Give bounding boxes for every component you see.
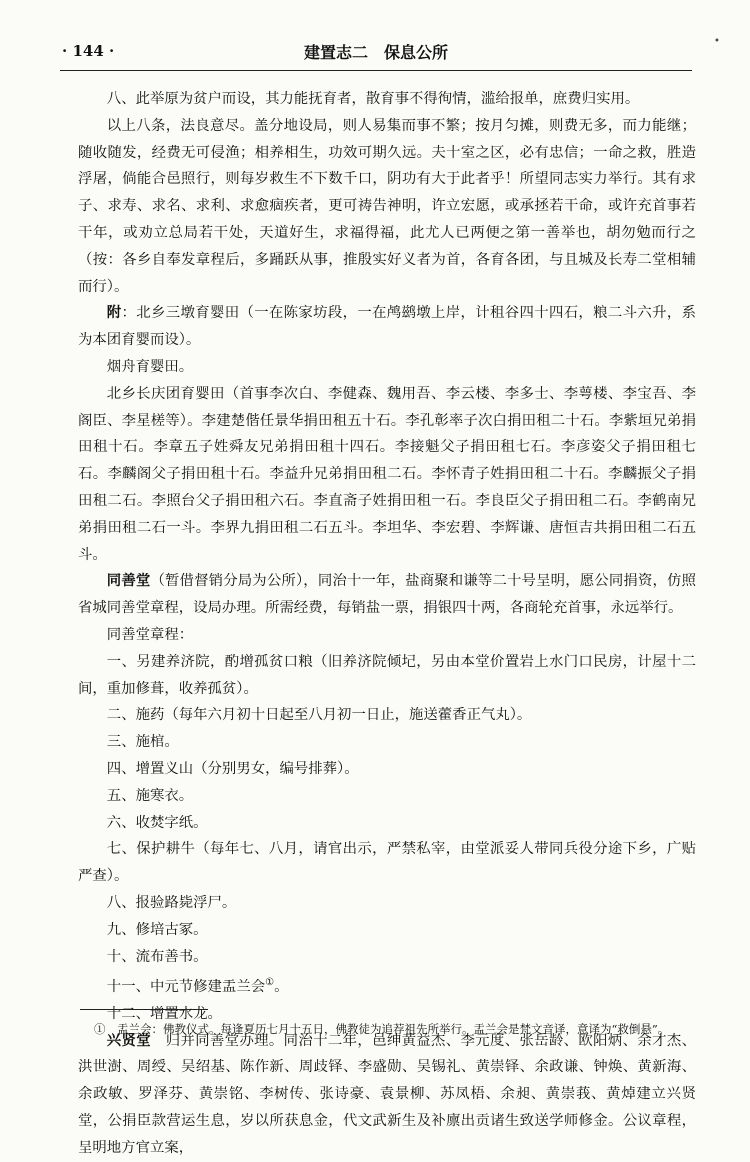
corner-mark: •	[714, 36, 720, 47]
paragraph: 北乡长庆团育婴田（首事李次白、李健森、魏用吾、李云楼、李多士、李萼楼、李宝吾、李阁臣、李星槎等）。李建楚偕任景华捐田租五十石。李孔彰率子次白捐田租二十石。李紫垣兄弟捐田租十石。李章五子姓舜友兄弟捐田租十四石。李接魁父子捐田租七石。李彦姿父子捐田租七石。李麟阁父子捐田租十石。李益升兄弟捐田租二石。李怀青子姓捐田租二十石。李麟振父子捐田租二石。李照台父子捐田租六石。李直斋子姓捐田租一石。李良臣父子捐田租二石。李鹤南兄弟捐田租二石一斗。李界九捐田租二石五斗。李坦华、李宏碧、李辉谦、唐恒吉共捐田租二石五斗。	[78, 385, 696, 563]
paragraph	[78, 1028, 696, 1162]
running-title: 建置志二 保息公所	[303, 43, 448, 62]
paragraph-text: （暂借督销分局为公所），同治十一年，盐商聚和谦等二十号呈明，愿公同捐资，仿照省城同善堂章程，设局办理。所需经费，每销盐一票，捐银四十两，各商轮充首事，永远举行。	[78, 573, 696, 617]
paragraph: 四、增置义山（分别男女，编号排葬）。	[106, 760, 359, 777]
paragraph: 以上八条，法良意尽。盖分地设局，则人易集而事不繁；按月匀摊，则费无多，而力能继；随收随发，经费无可侵渔；相养相生，功效可期久远。夫十室之区，必有忠信；一命之救，胜造浮屠，倘能合邑照行，则每岁救生不下数千口，阴功有大于此者乎！所望同志实力举行。其有求子、求寿、求名、求利、求愈痼疾者，更可祷告神明，许立宏愿，或承拯若干命，或许充首事若干年，或劝立总局若干处，天道好生，求福得福，此尤人已两便之第一善举也，胡勿勉而行之（按：各乡自奉发章程后，多踊跃从事，推殷实好义者为首，各育各团，与且城及长寿二堂相辅而行）。	[78, 117, 696, 295]
inline-heading: 附	[106, 304, 122, 322]
paragraph-end: 。	[274, 979, 289, 996]
body-text	[78, 86, 696, 1162]
paragraph: 八、报验路毙浮尸。	[106, 894, 237, 911]
paragraph: 三、施棺。	[106, 734, 179, 751]
paragraph: 十二、增置水龙。	[106, 1005, 222, 1022]
paragraph: 十、流布善书。	[106, 948, 208, 965]
paragraph-text: 归并同善堂办理。同治十二年，邑绅黄益杰、李元度、张岳龄、欧阳炳、余才杰、洪世澍、周绶、吴绍基、陈作新、周歧铎、李盛勋、吴锡礼、黄崇铎、余政谦、钟焕、黄新海、余政敏、罗泽芬、黄崇铭、李树传、张诗豪、袁景柳、苏凤梧、余昶、黄崇莪、黄焯建立兴贤堂，公捐臣款营运生息，岁以所获息金，代文武新生及补廪出贡诸生致送学师修金。公议章程，呈明地方官立案，	[78, 1032, 696, 1156]
paragraph: 六、收焚字纸。	[106, 814, 208, 831]
paragraph-text: ：北乡三墩育婴田（一在陈家坊段，一在鸬鹚墩上岸，计租谷四十四石，粮二斗六升，系为本团育婴而设）。	[78, 305, 696, 349]
footnote	[94, 1020, 694, 1038]
paragraph: 同善堂章程：	[106, 626, 194, 643]
paragraph	[78, 300, 696, 354]
paragraph: 七、保护耕牛（每年七、八月，请官出示，严禁私宰，由堂派妥人带同兵役分途下乡，广贴严查）。	[78, 841, 696, 885]
paragraph	[78, 568, 696, 622]
header-rule	[60, 70, 692, 71]
paragraph: 八、此举原为贫户而设，其力能抚育者，散育事不得徇情，滥给报单，庶费归实用。	[106, 91, 640, 107]
inline-heading: 兴贤堂	[106, 1031, 152, 1049]
footnote-marker: ①	[94, 1022, 106, 1036]
paragraph: 五、施寒衣。	[106, 787, 194, 804]
footnote-text: 盂兰会：佛教仪式。每逢夏历七月十五日，佛教徒为追荐祖先所举行。盂兰会是梵文音译，意译为“救倒悬”。	[105, 1022, 670, 1036]
paragraph	[78, 970, 696, 1001]
page-number: · 144 ·	[62, 42, 115, 60]
paragraph: 一、另建养济院，酌增孤贫口粮（旧养济院倾圮，另由本堂价置岩上水门口民房，计屋十二间，重加修葺，收养孤贫）。	[78, 653, 696, 697]
inline-heading: 同善堂	[106, 572, 151, 590]
footnote-rule	[80, 1009, 208, 1010]
paragraph: 烟舟育婴田。	[106, 358, 194, 375]
paragraph-text: 十一、中元节修建盂兰会	[106, 979, 266, 996]
footnote-ref[interactable]: ①	[265, 977, 275, 989]
paragraph: 二、施药（每年六月初十日起至八月初一日止，施送藿香正气丸）。	[106, 707, 532, 724]
paragraph: 九、修培古冢。	[106, 921, 208, 938]
page-header	[62, 40, 690, 64]
